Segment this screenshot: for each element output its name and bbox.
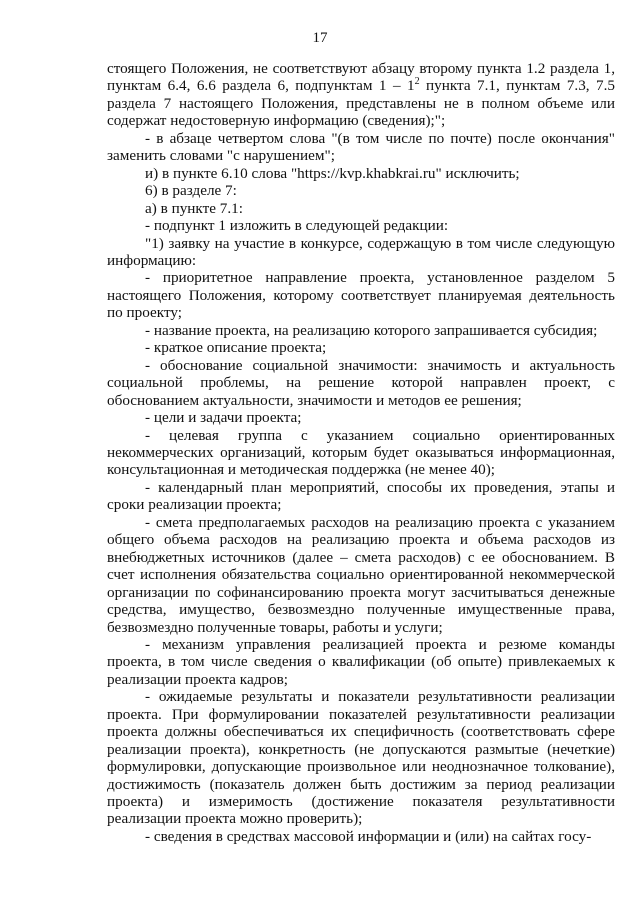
- paragraph-item-i: и) в пункте 6.10 слова "https://kvp.khabkrai.ru" исключить;: [145, 164, 520, 182]
- list-item-priority: - приоритетное направление проекта, установленное разделом 5 настоящего Положения, которому соответствует планируемая деятельность по проекту;: [107, 269, 615, 322]
- list-item-results: - ожидаемые результаты и показатели результативности реализации проекта. При формулировании показателей результативности реализации проекта должны обеспечиваться их специфичность (соответствовать сфере реализации проекта), конкретность (не допускаются размытые (нечеткие) формулировки, допускающие произвольное или неоднозначное толкование), достижимость (показатель должен быть достижим за период реализации проекта) и измеримость (достижение показателя результативности реализации проекта можно проверить);: [107, 688, 615, 828]
- list-item-media: - сведения в средствах массовой информации и (или) на сайтах госу-: [145, 827, 592, 845]
- list-item-budget: - смета предполагаемых расходов на реализацию проекта с указанием общего объема расходов на реализацию проекта и объема расходов из внебюджетных источников (далее – смета расходов) с ее обоснованием. В счет исполнения обязательства социально ориентированной некоммерческой организации по софинансированию проекта могут засчитываться денежные средства, имущество, безвозмездно полученные имущественные права, безвозмездно полученные товары, работы и услуги;: [107, 513, 615, 636]
- document-body: [107, 60, 615, 845]
- list-item-goals: - цели и задачи проекта;: [145, 409, 302, 427]
- list-item-description: - краткое описание проекта;: [145, 339, 327, 357]
- paragraph-subitem-1: - подпункт 1 изложить в следующей редакции:: [145, 217, 449, 235]
- page-number: 17: [312, 30, 328, 46]
- list-item-project-name: - название проекта, на реализацию которого запрашивается субсидия;: [145, 321, 598, 339]
- paragraph-section-7: 6) в разделе 7:: [145, 182, 237, 200]
- list-item-calendar-plan: - календарный план мероприятий, способы их проведения, этапы и сроки реализации проекта;: [107, 478, 615, 514]
- paragraph-continuation: стоящего Положения, не соответствуют абзацу второму пункта 1.2 раздела 1, пунктам 6.4, 6.6 раздела 6, подпунктам $1 - 1^2$ пункта 7.1, пунктам 7.3, 7.5 раздела 7 настоящего Положения, представлены не в полном объеме или содержат недостоверную информацию (сведения);";: [107, 60, 615, 130]
- list-item-management: - механизм управления реализацией проекта и резюме команды проекта, в том числе сведения о квалификации (об опыте) привлекаемых к реализации проекта кадров;: [107, 635, 615, 688]
- paragraph-item-a: а) в пункте 7.1:: [145, 199, 243, 217]
- paragraph-application: "1) заявку на участие в конкурсе, содержащую в том числе следующую информацию:: [107, 234, 615, 269]
- list-item-target-group: - целевая группа с указанием социально ориентированных некоммерческих организаций, которым будет оказываться информационная, консультационная и методическая поддержка (не менее 40);: [107, 426, 615, 479]
- list-item-social-significance: - обоснование социальной значимости: значимость и актуальность социальной проблемы, на решение которой направлен проект, с обоснованием актуальности, значимости и методов ее решения;: [107, 356, 615, 409]
- paragraph-amendment-fourth: - в абзаце четвертом слова "(в том числе по почте) после окончания" заменить словами "с нарушением";: [107, 129, 615, 165]
